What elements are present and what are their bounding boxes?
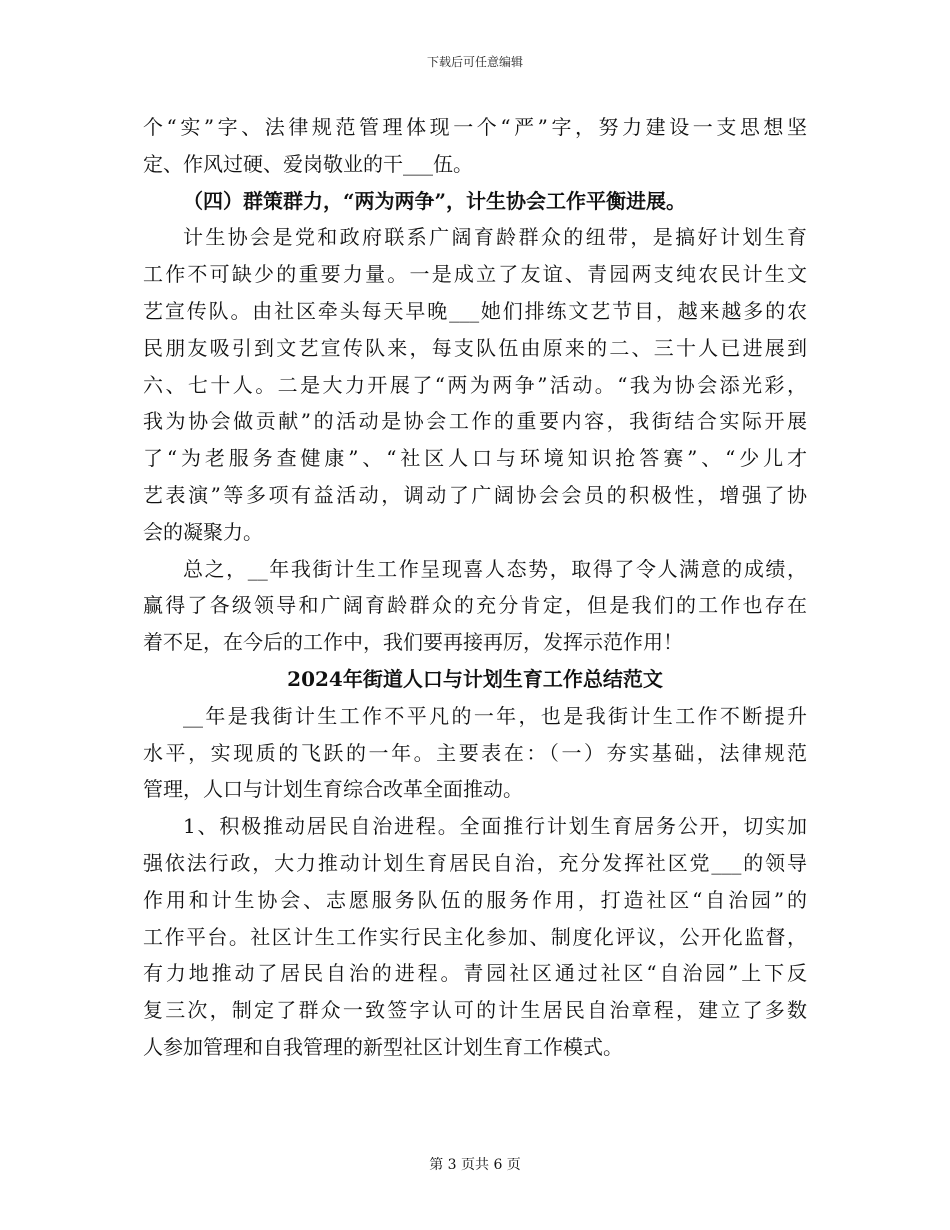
text-line: 人参加管理和自我管理的新型社区计划生育工作模式。 [143, 1034, 623, 1059]
text-line: 赢得了各级领导和广阔育龄群众的充分肯定，但是我们的工作也存在 [143, 593, 807, 618]
text-line: 计生协会是党和政府联系广阔育龄群众的纽带，是搞好计划生育 [183, 225, 807, 250]
text-line: 水平，实现质的飞跃的一年。主要表在：（一）夯实基础，法律规范 [143, 740, 807, 765]
paragraph-5 [143, 808, 807, 1066]
text-line: 个“实”字、法律规范管理体现一个“严”字，努力建设一支思想坚 [143, 115, 807, 139]
text-line: __年是我街计生工作不平凡的一年，也是我街计生工作不断提升 [183, 703, 807, 728]
text-line: 管理，人口与计划生育综合改革全面推动。 [143, 777, 523, 802]
text-line: 民朋友吸引到文艺宣传队来，每支队伍由原来的二、三十人已进展到 [143, 335, 807, 360]
text-line: 有力地推动了居民自治的进程。青园社区通过社区“自治园”上下反 [143, 961, 807, 986]
text-line: 艺宣传队。由社区牵头每天早晚___她们排练文艺节目，越来越多的农 [143, 298, 807, 323]
text-line: 着不足，在今后的工作中，我们要再接再厉，发挥示范作用！ [143, 630, 683, 655]
paragraph-2 [143, 219, 807, 550]
paragraph-1 [143, 109, 807, 183]
text-line: 1、积极推动居民自治进程。全面推行计划生育居务公开，切实加 [183, 814, 807, 839]
text-line: 六、七十人。二是大力开展了“两为两争”活动。“我为协会添光彩， [143, 372, 807, 397]
document-body [143, 109, 807, 1066]
text-line: 工作平台。社区计生工作实行民主化参加、制度化评议，公开化监督， [143, 924, 807, 949]
text-line: 总之，__年我街计生工作呈现喜人态势，取得了令人满意的成绩， [183, 556, 807, 581]
text-line: 会的凝聚力。 [143, 519, 263, 544]
text-line: 工作不可缺少的重要力量。一是成立了友谊、青园两支纯农民计生文 [143, 262, 807, 287]
document-title: 2024年街道人口与计划生育工作总结范文 [287, 666, 663, 691]
section-heading: （四）群策群力，“两为两争”，计生协会工作平衡进展。 [183, 188, 687, 213]
text-line: 作用和计生协会、志愿服务队伍的服务作用，打造社区“自治园”的 [143, 887, 807, 912]
page-footer: 第 3 页共 6 页 [429, 1157, 521, 1173]
text-line: 我为协会做贡献”的活动是协会工作的重要内容，我街结合实际开展 [143, 409, 807, 434]
text-line: 定、作风过硬、爱岗敬业的干___伍。 [143, 151, 473, 176]
paragraph-3 [143, 551, 807, 661]
text-line: 了“为老服务查健康”、“社区人口与环境知识抢答赛”、“少儿才 [143, 446, 807, 471]
text-line: 艺表演”等多项有益活动，调动了广阔协会会员的积极性，增强了协 [143, 482, 807, 507]
text-line: 复三次，制定了群众一致签字认可的计生居民自治章程，建立了多数 [143, 998, 807, 1023]
page-header: 下载后可任意编辑 [426, 55, 523, 69]
paragraph-4 [143, 698, 807, 808]
text-line: 强依法行政，大力推动计划生育居民自治，充分发挥社区党___的领导 [143, 850, 807, 875]
